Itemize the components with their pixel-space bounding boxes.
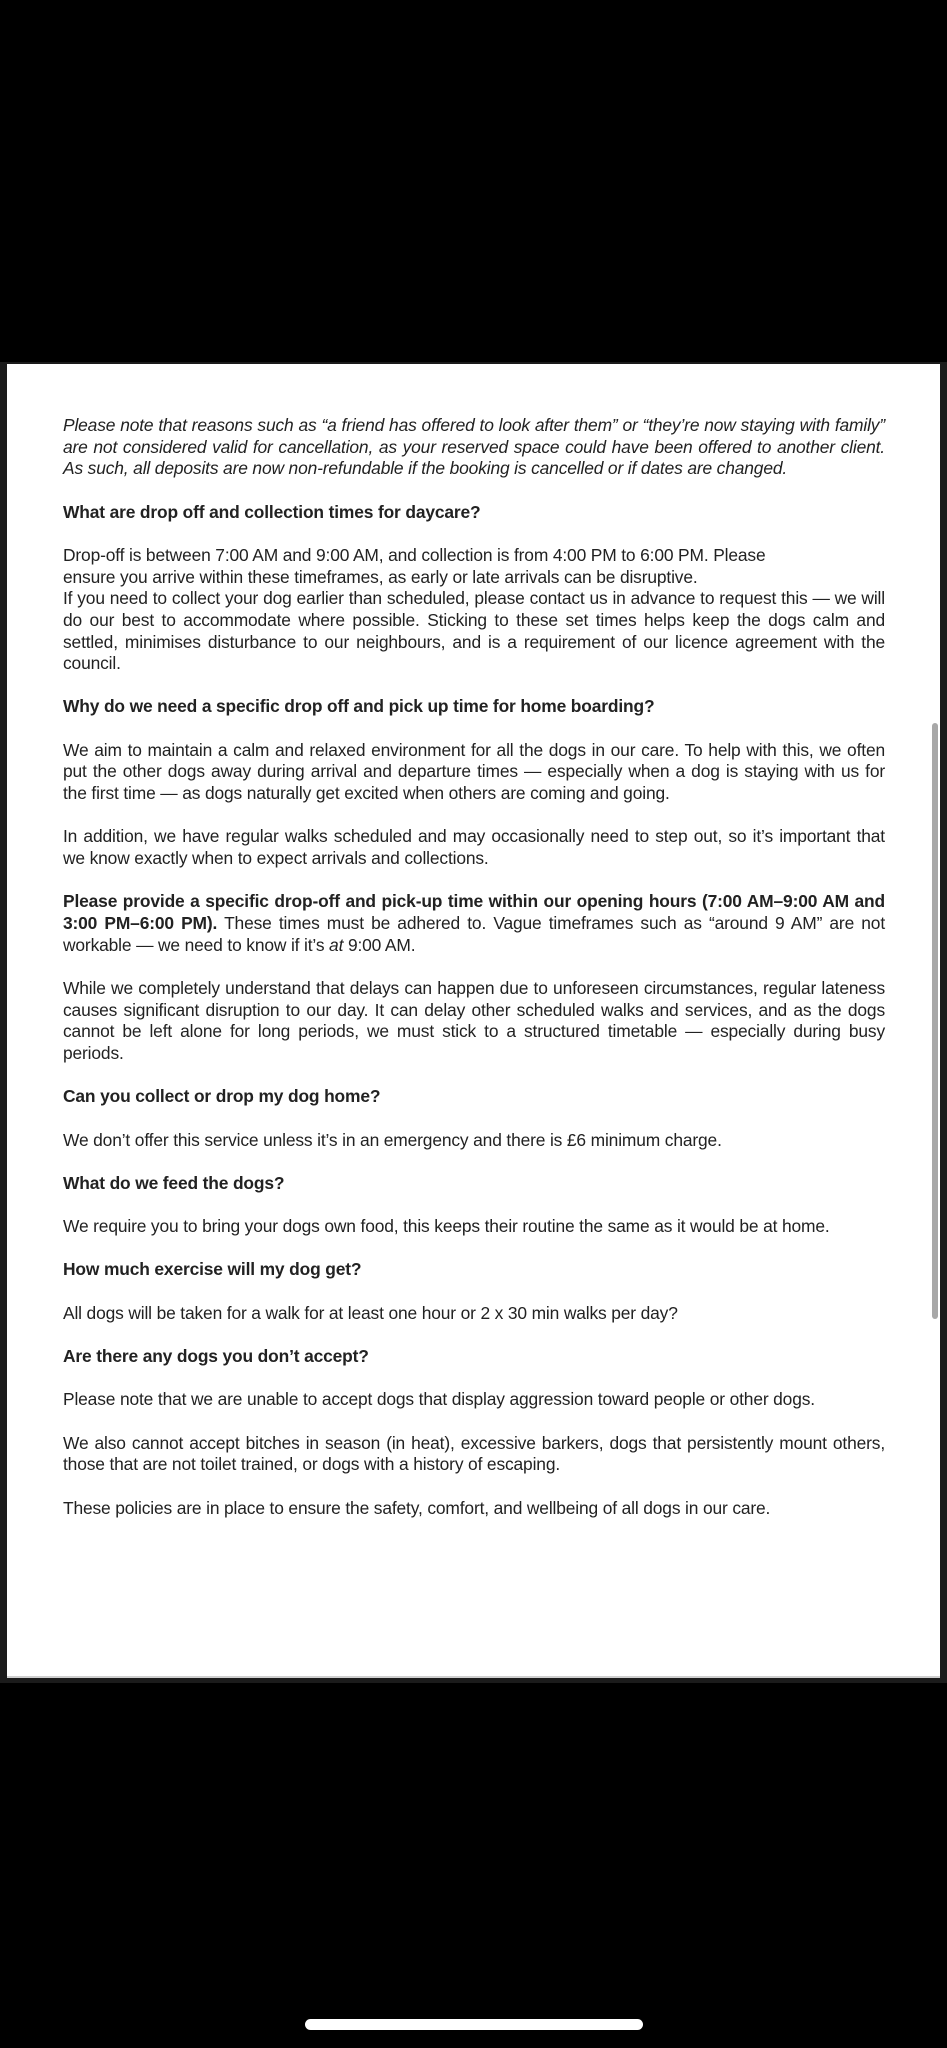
exercise-paragraph: All dogs will be taken for a walk for at least one hour or 2 x 30 min walks per day? <box>63 1302 678 1323</box>
collect-drop-paragraph: We don’t offer this service unless it’s in an emergency and there is £6 minimum charge. <box>63 1129 722 1150</box>
opening-hours-emphasis: Please provide a specific drop-off and pick-up time within our opening hours (7:00 AM–9:00 AM and 3:00 PM–6:00 PM). <box>63 891 885 933</box>
opening-hours-italic: at <box>329 934 344 955</box>
opening-hours-text-b: 9:00 AM. <box>343 934 416 955</box>
policies-paragraph: These policies are in place to ensure the safety, comfort, and wellbeing of all dogs in our care. <box>63 1497 771 1518</box>
daycare-times-line-1: Drop-off is between 7:00 AM and 9:00 AM, and collection is from 4:00 PM to 6:00 PM. Please <box>63 544 766 565</box>
section-heading-feeding: What do we feed the dogs? <box>63 1172 285 1193</box>
scrollbar-thumb[interactable] <box>932 723 938 1319</box>
other-restrictions-paragraph: We also cannot accept bitches in season (in heat), excessive barkers, dogs that persistently mount others, those that are not toilet trained, or dogs with a history of escaping. <box>63 1432 885 1475</box>
boarding-calm-paragraph: We aim to maintain a calm and relaxed environment for all the dogs in our care. To help with this, we often put the other dogs away during arrival and departure times — especially when a dog is staying with us for the first time — as dogs naturally get excited when others are coming and going. <box>63 739 885 804</box>
cancellation-note: Please note that reasons such as “a friend has offered to look after them” or “they’re now staying with family” are not considered valid for cancellation, as your reserved space could have been offered to another client. As such, all deposits are now non-refundable if the booking is cancelled or if dates are changed. <box>63 415 885 479</box>
aggression-paragraph: Please note that we are unable to accept dogs that display aggression toward people or other dogs. <box>63 1389 815 1410</box>
boarding-walks-paragraph: In addition, we have regular walks scheduled and may occasionally need to step out, so it’s important that we know exactly when to expect arrivals and collections. <box>63 826 885 869</box>
daycare-times-line-2: ensure you arrive within these timeframes, as early or late arrivals can be disruptive. <box>63 566 698 587</box>
opening-hours-text-a: These times must be adhered to. Vague timeframes such as “around 9 AM” are not workable — we need to know if it’s <box>63 913 885 955</box>
section-heading-not-accepted: Are there any dogs you don’t accept? <box>63 1346 369 1366</box>
section-heading-boarding-times: Why do we need a specific drop off and pick up time for home boarding? <box>63 696 655 717</box>
section-heading-daycare-times: What are drop off and collection times for daycare? <box>63 501 481 522</box>
lateness-paragraph: While we completely understand that delays can happen due to unforeseen circumstances, regular lateness causes significant disruption to our day. It can delay other scheduled walks and services, and as the dogs cannot be left alone for long periods, we must stick to a structured timetable — especially during busy periods. <box>63 977 885 1063</box>
feeding-paragraph: We require you to bring your dogs own food, this keeps their routine the same as it would be at home. <box>63 1216 830 1237</box>
document-page <box>7 364 940 1678</box>
opening-hours-paragraph <box>63 891 885 956</box>
vertical-scrollbar[interactable] <box>932 723 938 1319</box>
document-content <box>63 415 885 1541</box>
early-collection-paragraph: If you need to collect your dog earlier than scheduled, please contact us in advance to request this — we will do our best to accommodate where possible. Sticking to these set times helps keep the dogs calm and settled, minimises disturbance to our neighbours, and is a requirement of our licence agreement with the council. <box>63 588 885 674</box>
section-heading-exercise: How much exercise will my dog get? <box>63 1259 362 1280</box>
home-indicator[interactable] <box>305 2019 643 2030</box>
section-heading-collect-drop: Can you collect or drop my dog home? <box>63 1086 381 1107</box>
